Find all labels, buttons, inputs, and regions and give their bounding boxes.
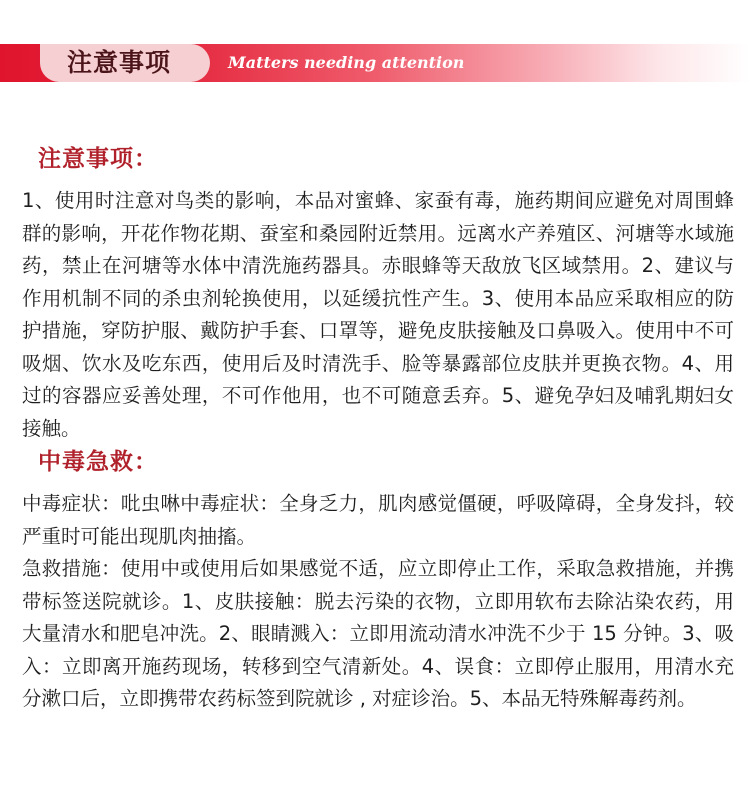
precautions-text: 1、使用时注意对鸟类的影响，本品对蜜蜂、家蚕有毒，施药期间应避免对周围蜂群的影响，开花作物花期、蚕室和桑园附近禁用。远离水产养殖区、河塘等水域施药，禁止在河塘等水体中清洗施药器具。赤眼蜂等天敌放飞区域禁用。2、建议与作用机制不同的杀虫剂轮换使用，以延缓抗性产生。3、使用本品应采取相应的防护措施，穿防护服、戴防护手套、口罩等，避免皮肤接触及口鼻吸入。使用中不可吸烟、饮水及吃东西，使用后及时清洗手、脸等暴露部位皮肤并更换衣物。4、用过的容器应妥善处理，不可作他用，也不可随意丢弃。5、避免孕妇及哺乳期妇女接触。 [22, 189, 734, 440]
banner-title: 注意事项 [67, 48, 172, 77]
banner-subtitle: Matters needing attention [228, 53, 465, 72]
first-aid-heading: 中毒急救： [38, 449, 158, 475]
banner-title-pill [40, 44, 210, 82]
first-aid-text: 中毒症状：吡虫啉中毒症状：全身乏力，肌肉感觉僵硬，呼吸障碍，全身发抖，较严重时可能出现肌肉抽搐。 急救措施：使用中或使用后如果感觉不适，应立即停止工作，采取急救措施，并携带标签送院就诊。1、皮肤接触：脱去污染的衣物，立即用软布去除沾染农药，用大量清水和肥皂冲洗。2、眼睛溅入：立即用流动清水冲洗不少于 15 分钟。3、吸入：立即离开施药现场，转移到空气清新处。4、误食：立即停止服用，用清水充分漱口后，立即携带农药标签到院就诊 , 对症诊治。5、本品无特殊解毒药剂。 [22, 492, 734, 710]
precautions-heading: 注意事项： [38, 146, 158, 172]
section-banner [0, 44, 750, 82]
